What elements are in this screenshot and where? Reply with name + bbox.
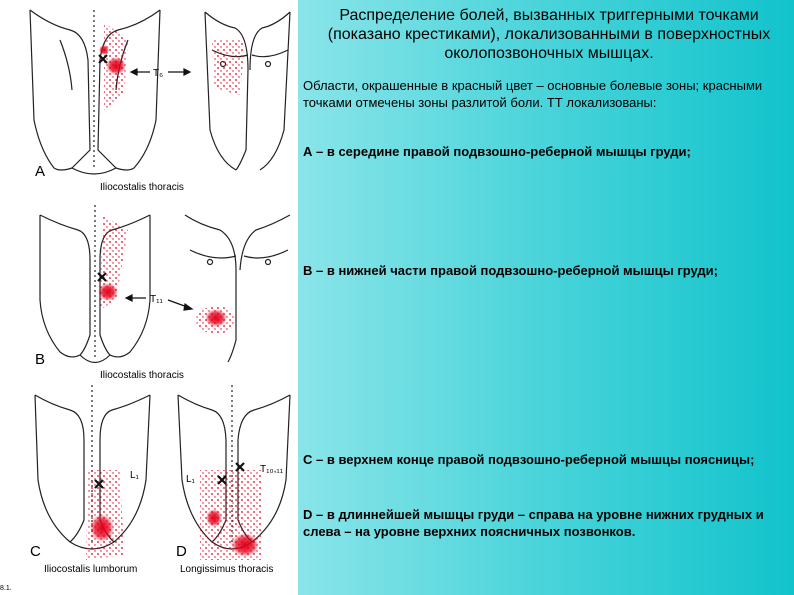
panel-c-letter: C	[30, 543, 41, 560]
intro-text: Области, окрашенные в красный цвет – основные болевые зоны; красными точками отмечены зоны разлитой боли. ТТ локализованы:	[303, 78, 763, 110]
panel-a-muscle-label: Iliocostalis thoracis	[100, 182, 184, 193]
panel-c-muscle-label: Iliocostalis lumborum	[44, 564, 138, 575]
panel-b-front	[185, 215, 290, 362]
figure-corner-note: 8.1.	[0, 585, 12, 592]
item-d: D – в длиннейшей мышцы груди – справа на уровне нижних грудных и слева – на уровне верхних поясничных позвонков.	[303, 507, 764, 539]
item-b: В – в нижней части правой подвзошно-реберной мышцы груди;	[303, 263, 718, 278]
panel-a-back	[30, 10, 160, 174]
panel-c-level-label: L₁	[130, 470, 139, 481]
panel-b-front-pain	[196, 306, 236, 334]
panel-d-level-label-right: T₁₀,₁₁	[260, 464, 284, 475]
anatomy-drawing	[0, 0, 298, 595]
panel-d-letter: D	[176, 543, 187, 560]
panel-a-pain	[99, 22, 128, 110]
panel-b-letter: B	[35, 351, 46, 368]
item-c: С – в верхнем конце правой подвзошно-реберной мышцы поясницы;	[303, 452, 755, 467]
panel-a-letter: A	[35, 163, 46, 180]
anatomy-figure	[0, 0, 298, 595]
panel-d-level-label-left: L₁	[186, 474, 195, 485]
item-a: А – в середине правой подвзошно-реберной мышцы груди;	[303, 144, 691, 159]
panel-a-front	[205, 12, 290, 170]
panel-c-pain	[86, 470, 124, 560]
panel-a-level-label: T₆	[153, 68, 164, 79]
panel-a-front-pain	[212, 40, 245, 95]
text-panel	[300, 0, 794, 595]
panel-b-back	[40, 205, 150, 363]
panel-d-muscle-label: Longissimus thoracis	[180, 564, 274, 575]
panel-b-level-label: T₁₁	[150, 294, 163, 305]
panel-d-trigger-x-right	[236, 463, 244, 471]
panel-b-muscle-label: Iliocostalis thoracis	[100, 370, 184, 381]
panel-d-pain	[200, 470, 262, 560]
panel-b-pain	[98, 215, 128, 310]
slide-title: Распределение болей, вызванных триггерными точками (показано крестиками), локализованными в поверхностных околопозвоночных мышцах.	[327, 7, 771, 62]
